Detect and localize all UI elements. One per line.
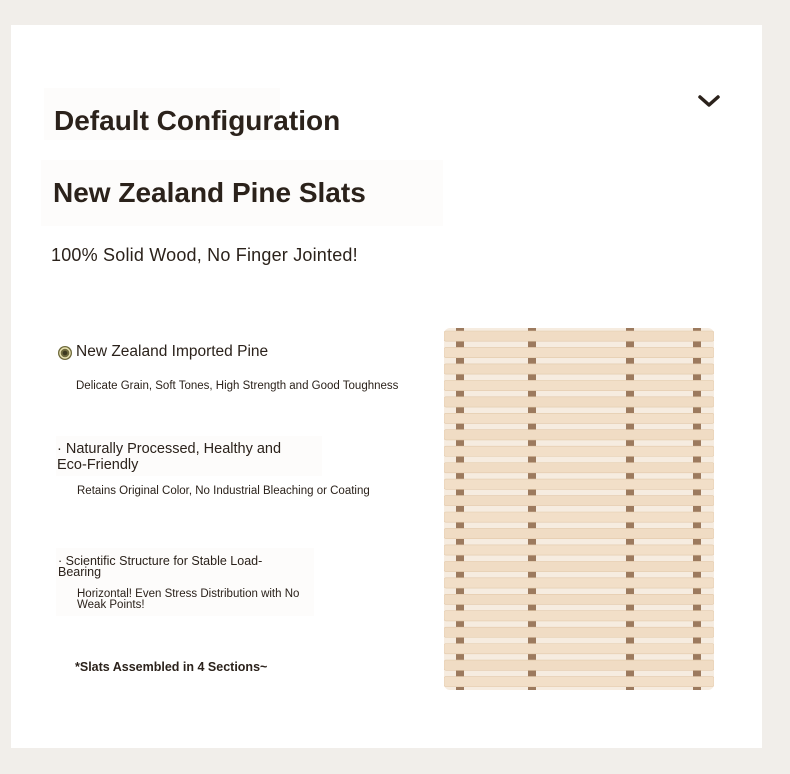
section-title: Default Configuration [44,88,280,140]
pine-slat [444,627,714,637]
pine-slat [444,594,714,604]
pine-slat [444,430,714,440]
pine-slat [444,528,714,538]
pine-slat [444,545,714,555]
pine-slats-image [444,328,714,690]
feature-description: Horizontal! Even Stress Distribution with No Weak Points! [77,588,300,611]
pine-slat [444,677,714,687]
feature-heading: · Scientific Structure for Stable Load-Bearing [58,554,263,579]
chevron-down-icon[interactable] [697,94,721,108]
pine-slat [444,611,714,621]
feature-description: Delicate Grain, Soft Tones, High Strength and Good Toughness [76,380,399,392]
feature-heading: New Zealand Imported Pine [76,343,269,360]
pine-slat [444,578,714,588]
pine-slat [444,380,714,390]
assembly-note: *Slats Assembled in 4 Sections~ [75,660,268,674]
pine-slat [444,644,714,654]
pine-slat [444,364,714,374]
feature-heading: · Naturally Processed, Healthy and Eco-Friendly [57,441,282,473]
product-title: New Zealand Pine Slats [41,160,443,226]
pine-slat [444,496,714,506]
pine-slat [444,561,714,571]
pine-slat [444,397,714,407]
pine-slat [444,413,714,423]
pine-slat [444,479,714,489]
pine-slat [444,660,714,670]
wood-ring-icon [57,345,73,361]
pine-slat [444,331,714,341]
pine-slat [444,347,714,357]
feature-description: Retains Original Color, No Industrial Bleaching or Coating [77,485,370,497]
pine-slat [444,512,714,522]
pine-slat [444,463,714,473]
pine-slat [444,446,714,456]
product-tagline: 100% Solid Wood, No Finger Jointed! [51,245,358,265]
